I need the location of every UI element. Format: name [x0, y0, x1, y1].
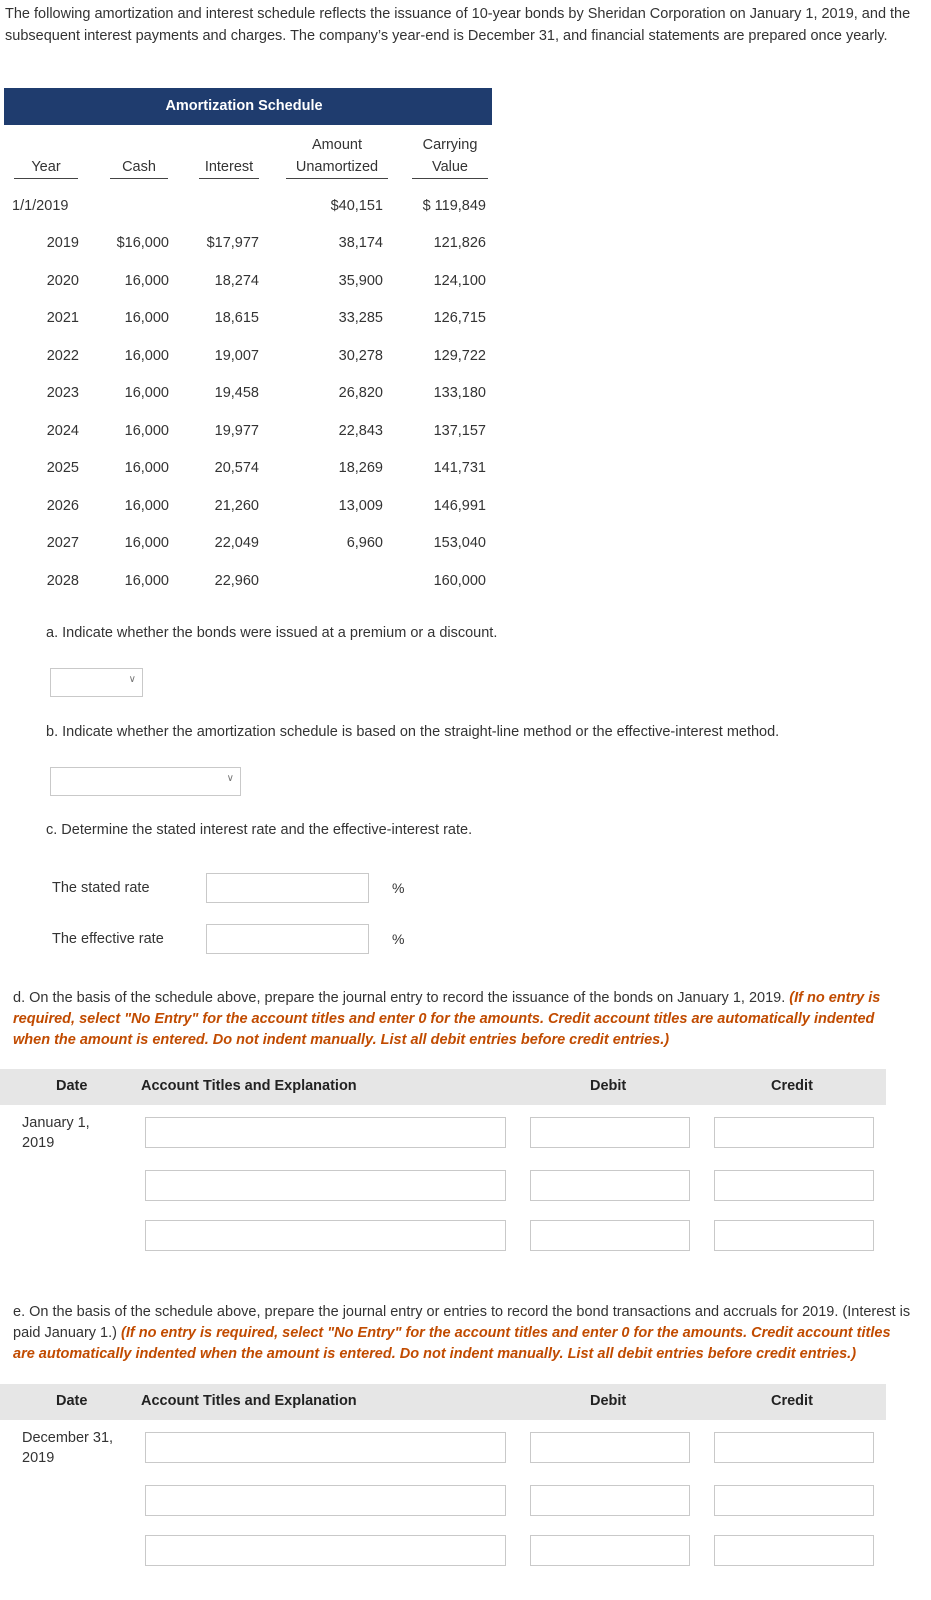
journal-d-debit-input[interactable]: [530, 1117, 690, 1148]
journal-d-account-input[interactable]: [145, 1170, 506, 1201]
question-e: [13, 1302, 913, 1365]
schedule-cell-cash: 16,000: [124, 348, 169, 364]
header-amount-line2: Unamortized: [286, 156, 388, 179]
schedule-cell-interest: 22,960: [214, 573, 259, 589]
schedule-cell-carrying: 121,826: [433, 235, 486, 251]
schedule-cell-interest: 19,458: [214, 385, 259, 401]
effective-rate-input[interactable]: [206, 924, 369, 954]
schedule-cell-interest: 22,049: [214, 535, 259, 551]
journal-d-account-input[interactable]: [145, 1220, 506, 1251]
journal-e-date-line2: 2019: [22, 1450, 55, 1466]
journal-d-credit-input[interactable]: [714, 1117, 874, 1148]
journal-e-date-header: Date: [56, 1393, 88, 1409]
journal-d-date-line1: January 1,: [22, 1115, 90, 1131]
chevron-down-icon: ∨: [128, 674, 136, 685]
schedule-cell-year: 2022: [46, 348, 79, 364]
chevron-down-icon: ∨: [226, 773, 234, 784]
journal-d-credit-header: Credit: [771, 1078, 813, 1094]
schedule-cell-cash: 16,000: [124, 535, 169, 551]
effective-rate-percent: %: [392, 931, 405, 947]
effective-rate-label: The effective rate: [52, 931, 164, 947]
premium-discount-select[interactable]: [50, 668, 143, 697]
schedule-cell-carrying: 124,100: [433, 273, 486, 289]
schedule-cell-carrying: 141,731: [433, 460, 486, 476]
header-cash: Cash: [110, 156, 168, 179]
schedule-cell-cash: 16,000: [124, 460, 169, 476]
journal-d-debit-input[interactable]: [530, 1170, 690, 1201]
schedule-cell-year: 2025: [46, 460, 79, 476]
schedule-cell-interest: 18,274: [214, 273, 259, 289]
stated-rate-label: The stated rate: [52, 880, 150, 896]
schedule-cell-year: 2023: [46, 385, 79, 401]
schedule-cell-cash: 16,000: [124, 273, 169, 289]
question-d: [13, 988, 913, 1051]
journal-e-account-input[interactable]: [145, 1432, 506, 1463]
intro-text: The following amortization and interest schedule reflects the issuance of 10-year bonds by Sheridan Corporation on January 1, 2019, and the subsequent interest payments and charges. The company’s year-end is December 31, and financial statements are prepared once yearly.: [5, 6, 911, 44]
journal-d-credit-input[interactable]: [714, 1220, 874, 1251]
schedule-cell-amount: 30,278: [338, 348, 383, 364]
journal-d-date-header: Date: [56, 1078, 88, 1094]
question-e-note: (If no entry is required, select "No Entry" for the account titles and enter 0 for the amounts. Credit account titles are automatically indented when the amount is entered. Do not indent manually. List all debit entries before credit entries.): [13, 1325, 891, 1362]
schedule-cell-year: 2026: [46, 498, 79, 514]
schedule-cell-amount: 33,285: [338, 310, 383, 326]
header-carrying-line1: Carrying: [422, 137, 478, 153]
schedule-cell-year: 1/1/2019: [12, 198, 69, 214]
journal-e-debit-input[interactable]: [530, 1485, 690, 1516]
journal-e-credit-input[interactable]: [714, 1535, 874, 1566]
journal-e-debit-header: Debit: [590, 1393, 627, 1409]
schedule-cell-amount: 6,960: [346, 535, 383, 551]
journal-d-account-input[interactable]: [145, 1117, 506, 1148]
journal-e-credit-header: Credit: [771, 1393, 813, 1409]
question-d-text: d. On the basis of the schedule above, prepare the journal entry to record the issuance of the bonds on January 1, 2019.: [13, 990, 786, 1006]
schedule-cell-amount: $40,151: [330, 198, 383, 214]
question-a: a. Indicate whether the bonds were issued at a premium or a discount.: [46, 625, 498, 641]
journal-d-header: [0, 1069, 886, 1105]
schedule-cell-carrying: 126,715: [433, 310, 486, 326]
schedule-cell-interest: 21,260: [214, 498, 259, 514]
schedule-cell-amount: 22,843: [338, 423, 383, 439]
schedule-cell-cash: 16,000: [124, 385, 169, 401]
schedule-cell-cash: 16,000: [124, 423, 169, 439]
journal-d-account-header: Account Titles and Explanation: [141, 1078, 357, 1094]
journal-d-date: [22, 1113, 90, 1153]
header-year: Year: [14, 156, 78, 179]
schedule-cell-carrying: $ 119,849: [422, 198, 486, 214]
schedule-cell-amount: 26,820: [338, 385, 383, 401]
schedule-cell-year: 2024: [46, 423, 79, 439]
header-interest: Interest: [199, 156, 259, 179]
schedule-cell-cash: 16,000: [124, 498, 169, 514]
schedule-cell-carrying: 133,180: [433, 385, 486, 401]
schedule-cell-year: 2028: [46, 573, 79, 589]
journal-e-account-input[interactable]: [145, 1485, 506, 1516]
schedule-cell-interest: 19,977: [214, 423, 259, 439]
schedule-title-text: Amortization Schedule: [165, 98, 323, 114]
journal-d-debit-header: Debit: [590, 1078, 627, 1094]
journal-e-credit-input[interactable]: [714, 1432, 874, 1463]
question-e-text: e. On the basis of the schedule above, prepare the journal entry or entries to record the bond transactions and accruals for 2019. (Interest is paid January 1.): [13, 1304, 911, 1341]
journal-d-debit-input[interactable]: [530, 1220, 690, 1251]
schedule-cell-year: 2019: [46, 235, 79, 251]
header-carrying-line2: Value: [412, 156, 488, 179]
schedule-cell-carrying: 153,040: [433, 535, 486, 551]
question-b: b. Indicate whether the amortization schedule is based on the straight-line method or the effective-interest method.: [46, 724, 780, 740]
journal-e-date-line1: December 31,: [22, 1430, 114, 1446]
schedule-cell-interest: 19,007: [214, 348, 259, 364]
schedule-cell-amount: 18,269: [338, 460, 383, 476]
question-d-note: (If no entry is required, select "No Entry" for the account titles and enter 0 for the amounts. Credit account titles are automatically indented when the amount is entered. Do not indent manually. List all debit entries before credit entries.): [13, 990, 881, 1048]
journal-e-debit-input[interactable]: [530, 1535, 690, 1566]
schedule-cell-carrying: 146,991: [433, 498, 486, 514]
schedule-cell-cash: 16,000: [124, 573, 169, 589]
header-amount-line1: Amount: [312, 137, 362, 153]
journal-e-header: [0, 1384, 886, 1420]
schedule-cell-cash: 16,000: [124, 310, 169, 326]
journal-e-account-input[interactable]: [145, 1535, 506, 1566]
schedule-cell-carrying: 137,157: [433, 423, 486, 439]
journal-e-account-header: Account Titles and Explanation: [141, 1393, 357, 1409]
schedule-cell-year: 2021: [46, 310, 79, 326]
schedule-title: [4, 88, 492, 125]
schedule-cell-year: 2020: [46, 273, 79, 289]
schedule-cell-interest: $17,977: [206, 235, 259, 251]
question-c: c. Determine the stated interest rate and the effective-interest rate.: [46, 822, 473, 838]
stated-rate-input[interactable]: [206, 873, 369, 903]
schedule-cell-carrying: 160,000: [433, 573, 486, 589]
schedule-cell-cash: $16,000: [116, 235, 169, 251]
journal-e-debit-input[interactable]: [530, 1432, 690, 1463]
schedule-cell-year: 2027: [46, 535, 79, 551]
schedule-cell-amount: 13,009: [338, 498, 383, 514]
method-select[interactable]: [50, 767, 241, 796]
schedule-cell-interest: 20,574: [214, 460, 259, 476]
schedule-cell-carrying: 129,722: [433, 348, 486, 364]
journal-e-date: [22, 1428, 113, 1468]
schedule-cell-interest: 18,615: [214, 310, 259, 326]
journal-d-date-line2: 2019: [22, 1135, 55, 1151]
schedule-cell-amount: 38,174: [338, 235, 383, 251]
journal-e-credit-input[interactable]: [714, 1485, 874, 1516]
stated-rate-percent: %: [392, 880, 405, 896]
schedule-cell-amount: 35,900: [338, 273, 383, 289]
journal-d-credit-input[interactable]: [714, 1170, 874, 1201]
